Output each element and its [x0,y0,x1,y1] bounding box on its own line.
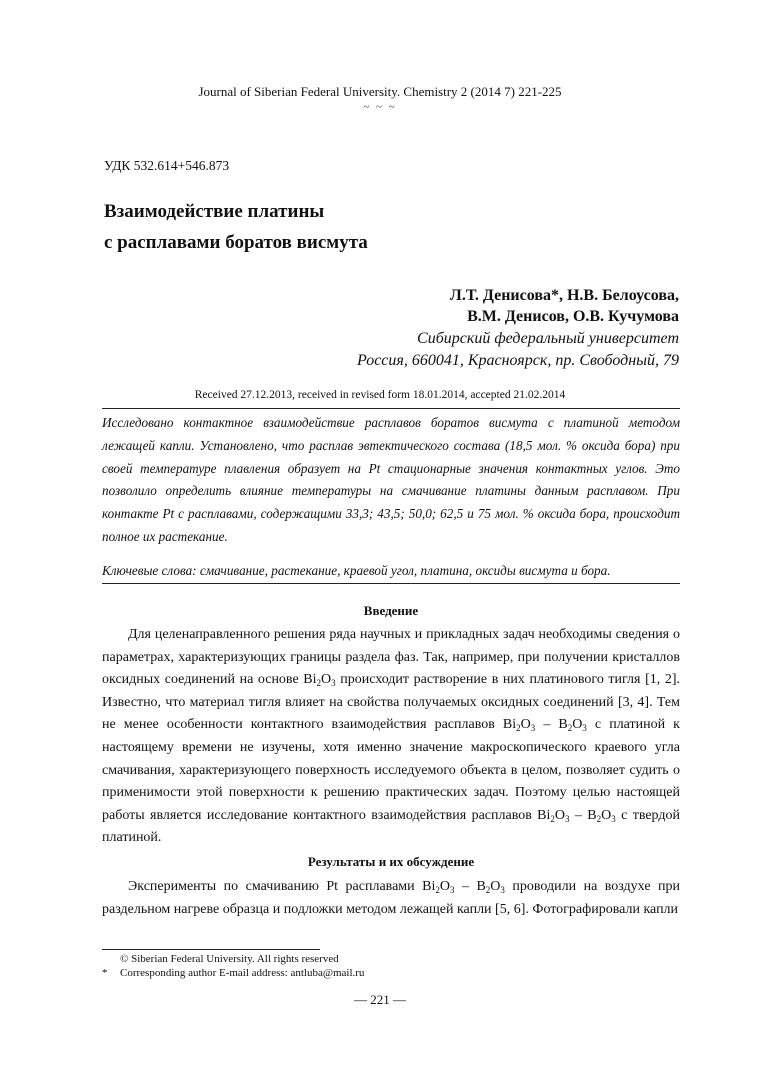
affiliation-line-1: Сибирский федеральный университет [417,330,679,347]
footnote-rule [102,949,320,950]
title-line-2: с расплавами боратов висмута [104,232,368,253]
page-number: — 221 — [354,992,406,1007]
abstract: Исследовано контактное взаимодействие расплавов боратов висмута с платиной методом лежащей капли. Установлено, что расплав эвтектического состава (18,5 мол. % оксида бора) при своей температуре плавления образует на Pt стационарные значения контактных углов. Это позволило определить влияние температуры на смачивание платины данным расплавом. При контакте Pt с расплавами, содержащими 33,3; 43,5; 50,0; 62,5 и 75 мол. % оксида бора, происходит полное их растекание. [102,415,680,544]
article-title [104,196,368,258]
udk-code: УДК 532.614+546.873 [104,158,230,173]
intro-paragraph: Для целенаправленного решения ряда научных и прикладных задач необходимы сведения о параметрах, характеризующих границы раздела фаз. Так, например, при получении кристаллов оксидных соединений на основе $Bi_2O_3$ происходит растворение в них платинового тигля [1, 2]. Известно, что материал тигля влияет на свойства получаемых оксидных соединений [3, 4]. Тем не менее особенности контактного взаимодействия расплавов $Bi_2O_3 - B_2O_3$ с платиной к настоящему времени не изучены, хотя именно значение макроскопического краевого угла смачивания, характеризующего поверхность исследуемого объекта в целом, позволяет судить о применимости этой поверхности к решению практических задач. Поэтому целью настоящей работы является исследование контактного взаимодействия расплавов $Bi_2O_3 - B_2O_3$ с твердой платиной. [102,627,680,846]
keywords: Ключевые слова: смачивание, растекание, краевой угол, платина, оксиды висмута и бора. [102,563,611,578]
intro-heading: Введение [363,603,419,618]
results-paragraph: Эксперименты по смачиванию Pt расплавами $Bi_2O_3 - B_2O_3$ проводили на воздухе при раздельном нагреве образца и подложки методом лежащей капли [5, 6]. Фотографировали капли [102,879,681,917]
footnote-corresponding: * Corresponding author E-mail address: antluba@mail.ru [102,967,365,979]
authors [450,285,679,327]
affiliation-line-2: Россия, 660041, Красноярск, пр. Свободный, 79 [357,352,679,369]
header-ornament: ~ ~ ~ [363,101,397,113]
affiliation [357,328,679,372]
journal-header: Journal of Siberian Federal University. Chemistry 2 (2014 7) 221-225 [198,84,562,99]
authors-line-2: В.М. Денисов, О.В. Кучумова [467,308,679,325]
received-dates: Received 27.12.2013, received in revised form 18.01.2014, accepted 21.02.2014 [194,389,566,401]
results-heading: Результаты и их обсуждение [307,854,475,869]
footnote-copyright: © Siberian Federal University. All rights reserved [120,953,339,965]
title-line-1: Взаимодействие платины [104,201,325,222]
authors-line-1: Л.Т. Денисова*, Н.В. Белоусова, [449,287,679,304]
abstract-top-rule [102,408,680,409]
abstract-bottom-rule [102,583,680,584]
